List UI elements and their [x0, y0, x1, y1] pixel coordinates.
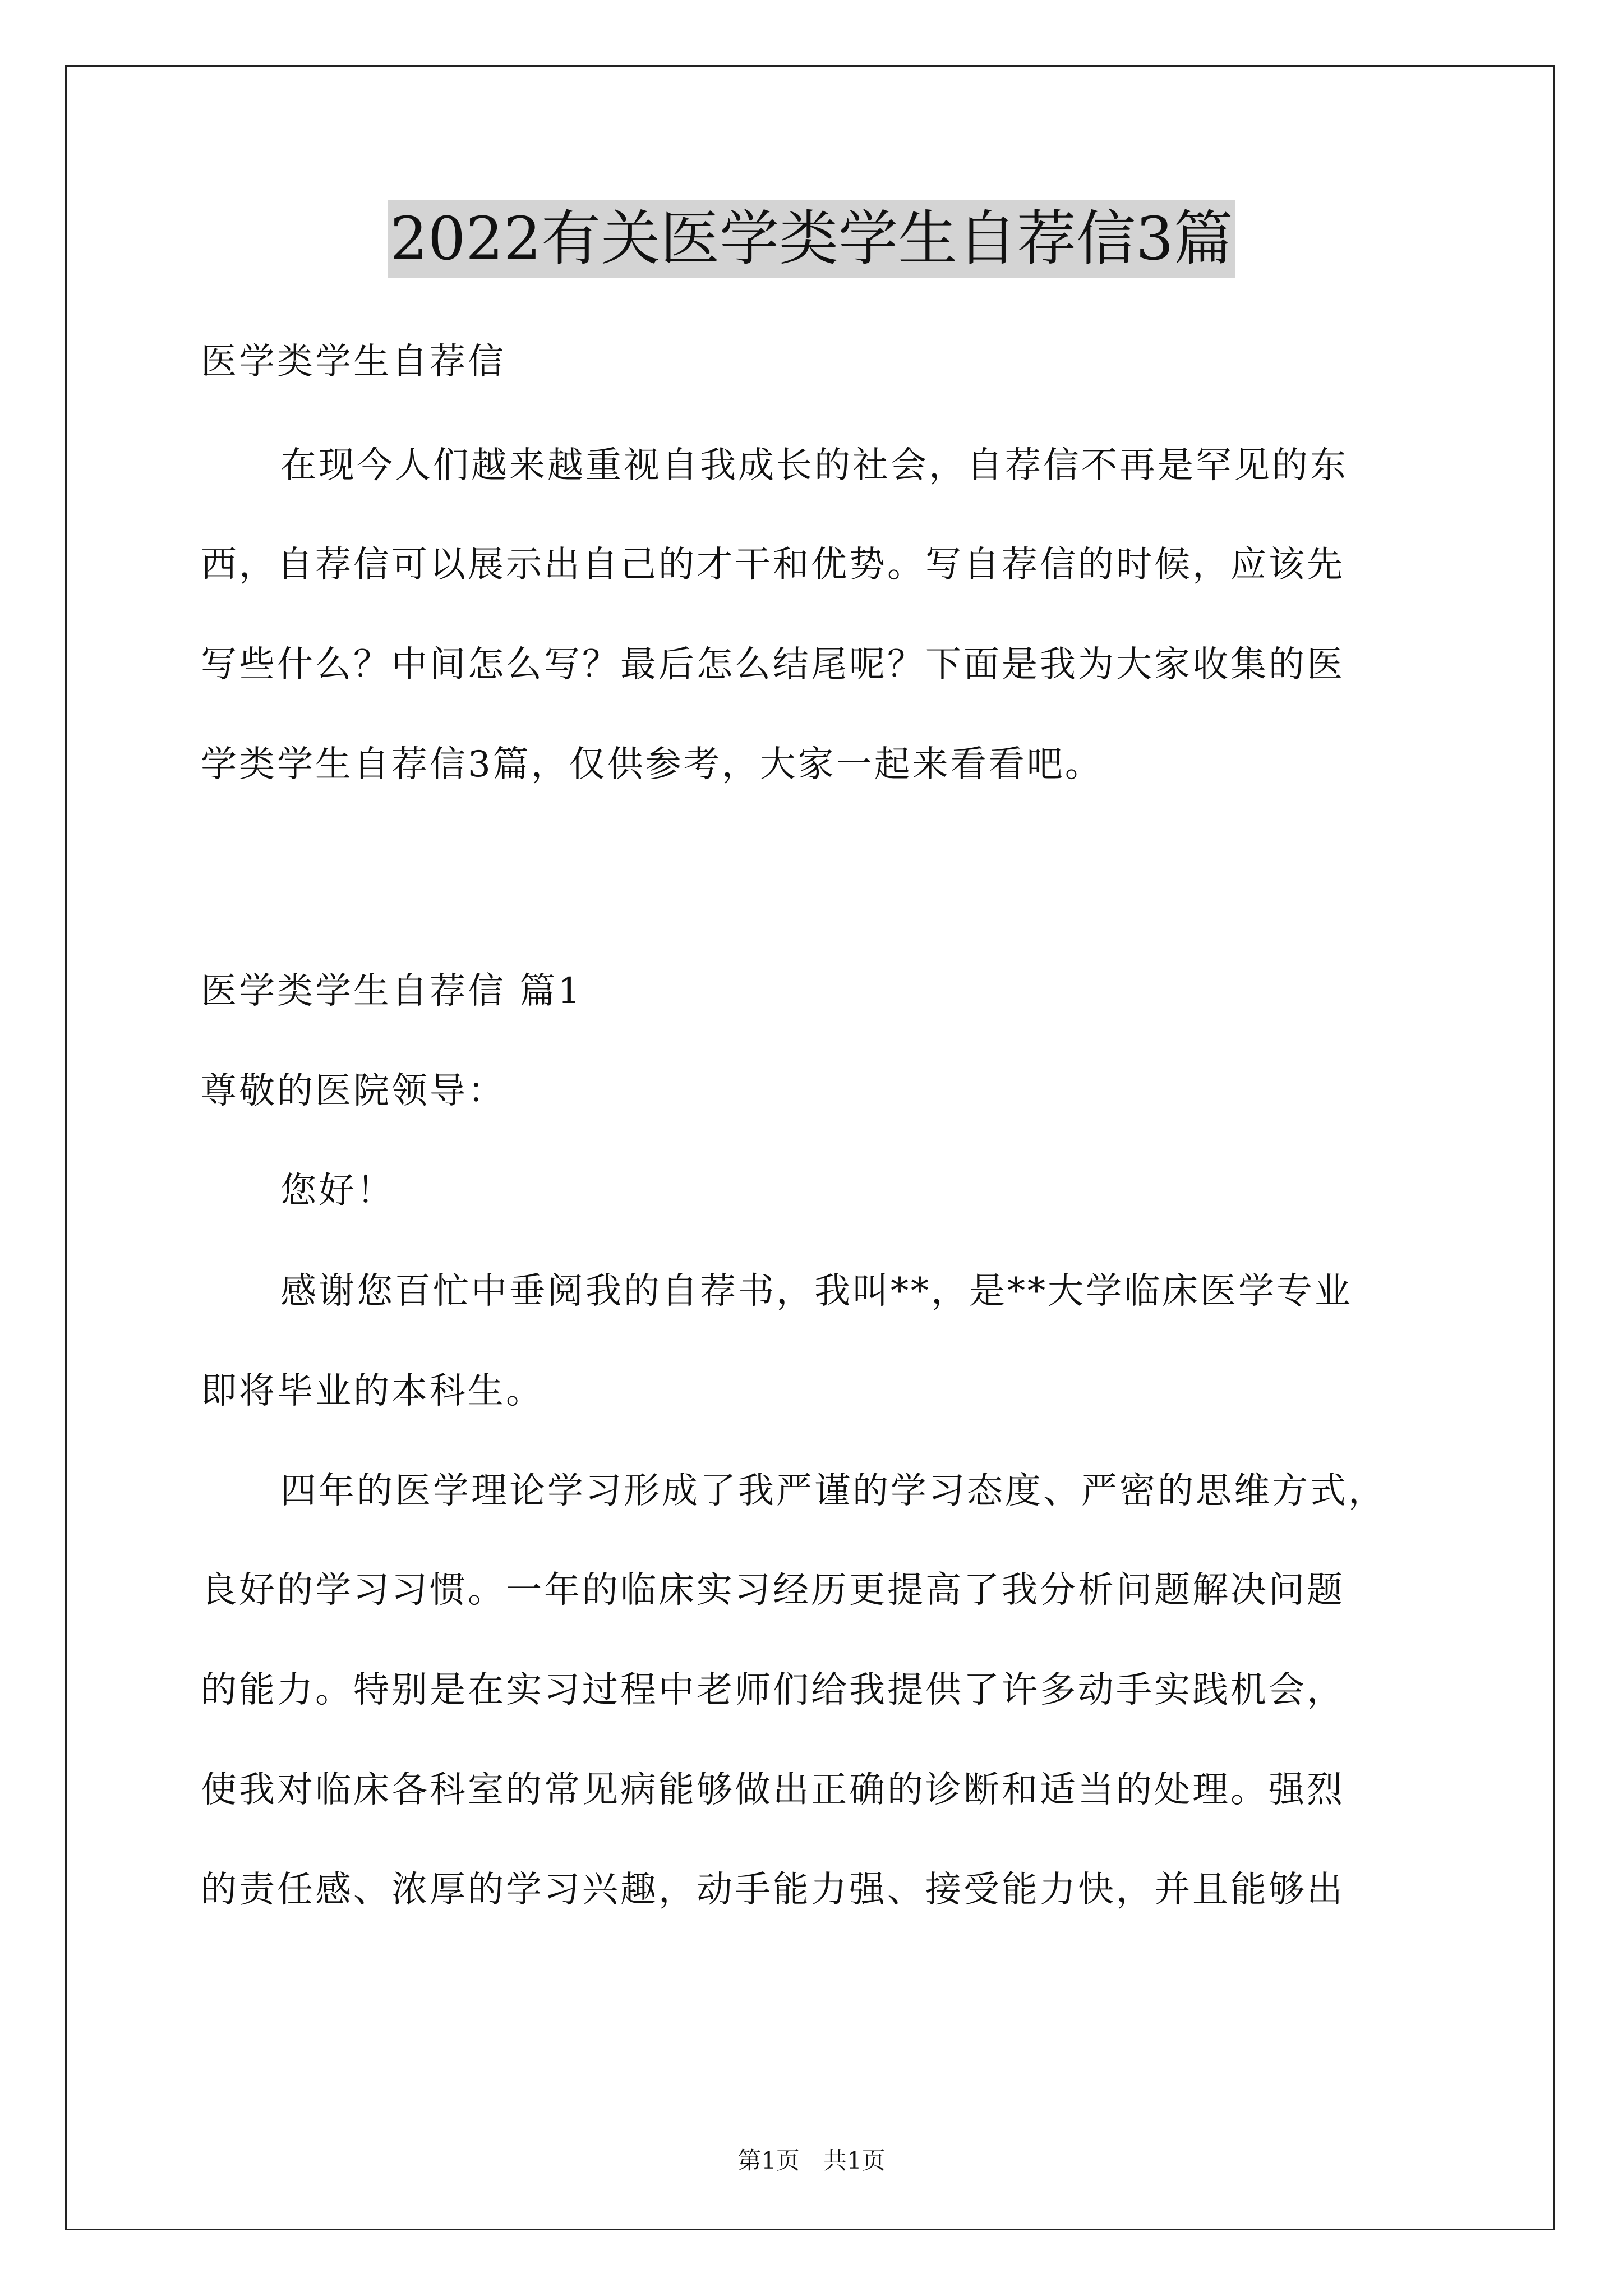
paragraph-line: 的责任感、浓厚的学习兴趣，动手能力强、接受能力快，并且能够出 — [201, 1869, 1345, 1911]
document-title: 2022有关医学类学生自荐信3篇 — [388, 200, 1235, 278]
section-heading: 医学类学生自荐信 — [201, 341, 506, 383]
page-footer: 第1页 共1页 — [737, 2147, 886, 2174]
title-wrap — [0, 200, 1623, 278]
paragraph-line: 学类学生自荐信3篇，仅供参考，大家一起来看看吧。 — [201, 744, 1103, 785]
paragraph-line: 西，自荐信可以展示出自己的才干和优势。写自荐信的时候，应该先 — [201, 544, 1345, 586]
paragraph-line: 使我对临床各科室的常见病能够做出正确的诊断和适当的处理。强烈 — [201, 1769, 1345, 1811]
paragraph-line: 感谢您百忙中垂阅我的自荐书，我叫**，是**大学临床医学专业 — [280, 1271, 1353, 1312]
paragraph-line: 四年的医学理论学习形成了我严谨的学习态度、严密的思维方式， — [280, 1470, 1386, 1512]
greeting: 您好！ — [280, 1170, 395, 1212]
paragraph-line: 即将毕业的本科生。 — [201, 1370, 544, 1412]
paragraph-line: 写些什么？中间怎么写？最后怎么结尾呢？下面是我为大家收集的医 — [201, 644, 1345, 685]
paragraph-line: 良好的学习习惯。一年的临床实习经历更提高了我分析问题解决问题 — [201, 1570, 1345, 1611]
salutation: 尊敬的医院领导： — [201, 1070, 506, 1112]
section-heading: 医学类学生自荐信 篇1 — [201, 970, 583, 1012]
paragraph-line: 的能力。特别是在实习过程中老师们给我提供了许多动手实践机会， — [201, 1669, 1345, 1711]
paragraph-line: 在现今人们越来越重视自我成长的社会，自荐信不再是罕见的东 — [280, 445, 1348, 486]
